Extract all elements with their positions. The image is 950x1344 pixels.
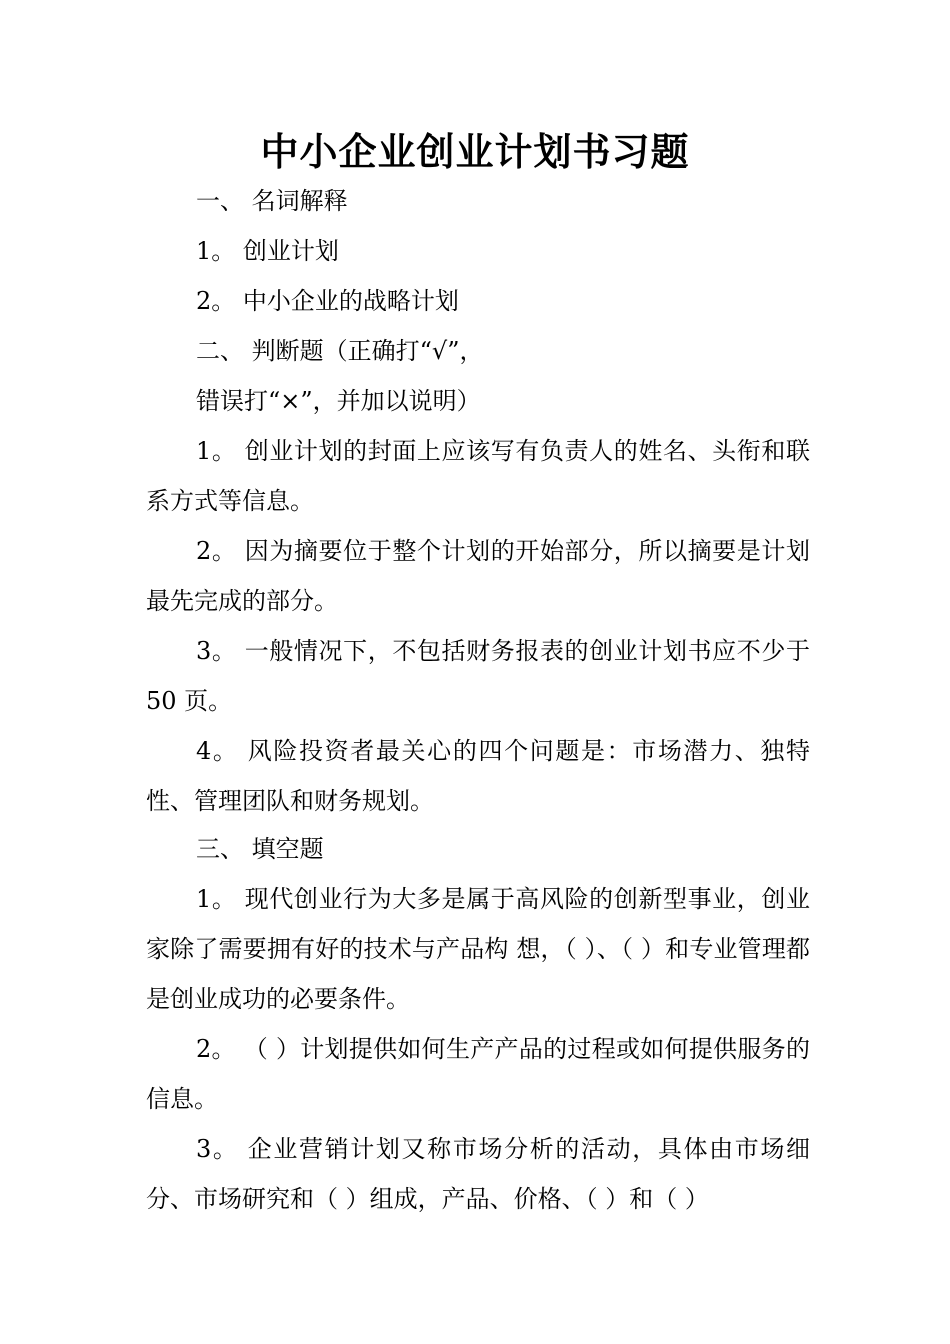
section-heading-definitions: 一、 名词解释	[196, 187, 348, 215]
document-title: 中小企业创业计划书习题	[260, 130, 690, 174]
section-heading-true-false: 二、 判断题（正确打“√”，	[196, 337, 484, 365]
fill-in-item: 1。 现代创业行为大多是属于高风险的创新型事业，创业家除了需要拥有好的技术与产品构 想，（ ）、（ ）和专业管理都是创业成功的必要条件。	[146, 885, 810, 1013]
definition-item: 2。 中小企业的战略计划	[196, 287, 459, 315]
true-false-item: 1。 创业计划的封面上应该写有负责人的姓名、头衔和联系方式等信息。	[146, 437, 810, 515]
true-false-item: 4。 风险投资者最关心的四个问题是：市场潜力、独特性、管理团队和财务规划。	[146, 737, 810, 815]
true-false-item: 2。 因为摘要位于整个计划的开始部分，所以摘要是计划最先完成的部分。	[146, 537, 810, 615]
fill-in-item: 3。 企业营销计划又称市场分析的活动，具体由市场细分、市场研究和（ ）组成，产品、价格、（ ）和（ ）	[146, 1135, 810, 1213]
true-false-item: 3。 一般情况下，不包括财务报表的创业计划书应不少于50 页。	[146, 637, 810, 715]
section-heading-fill-in: 三、 填空题	[196, 835, 324, 863]
fill-in-item: 2。 （ ）计划提供如何生产产品的过程或如何提供服务的信息。	[146, 1035, 810, 1113]
definition-item: 1。 创业计划	[196, 237, 339, 265]
section-heading-true-false-continued: 错误打“×”，并加以说明）	[196, 387, 481, 415]
